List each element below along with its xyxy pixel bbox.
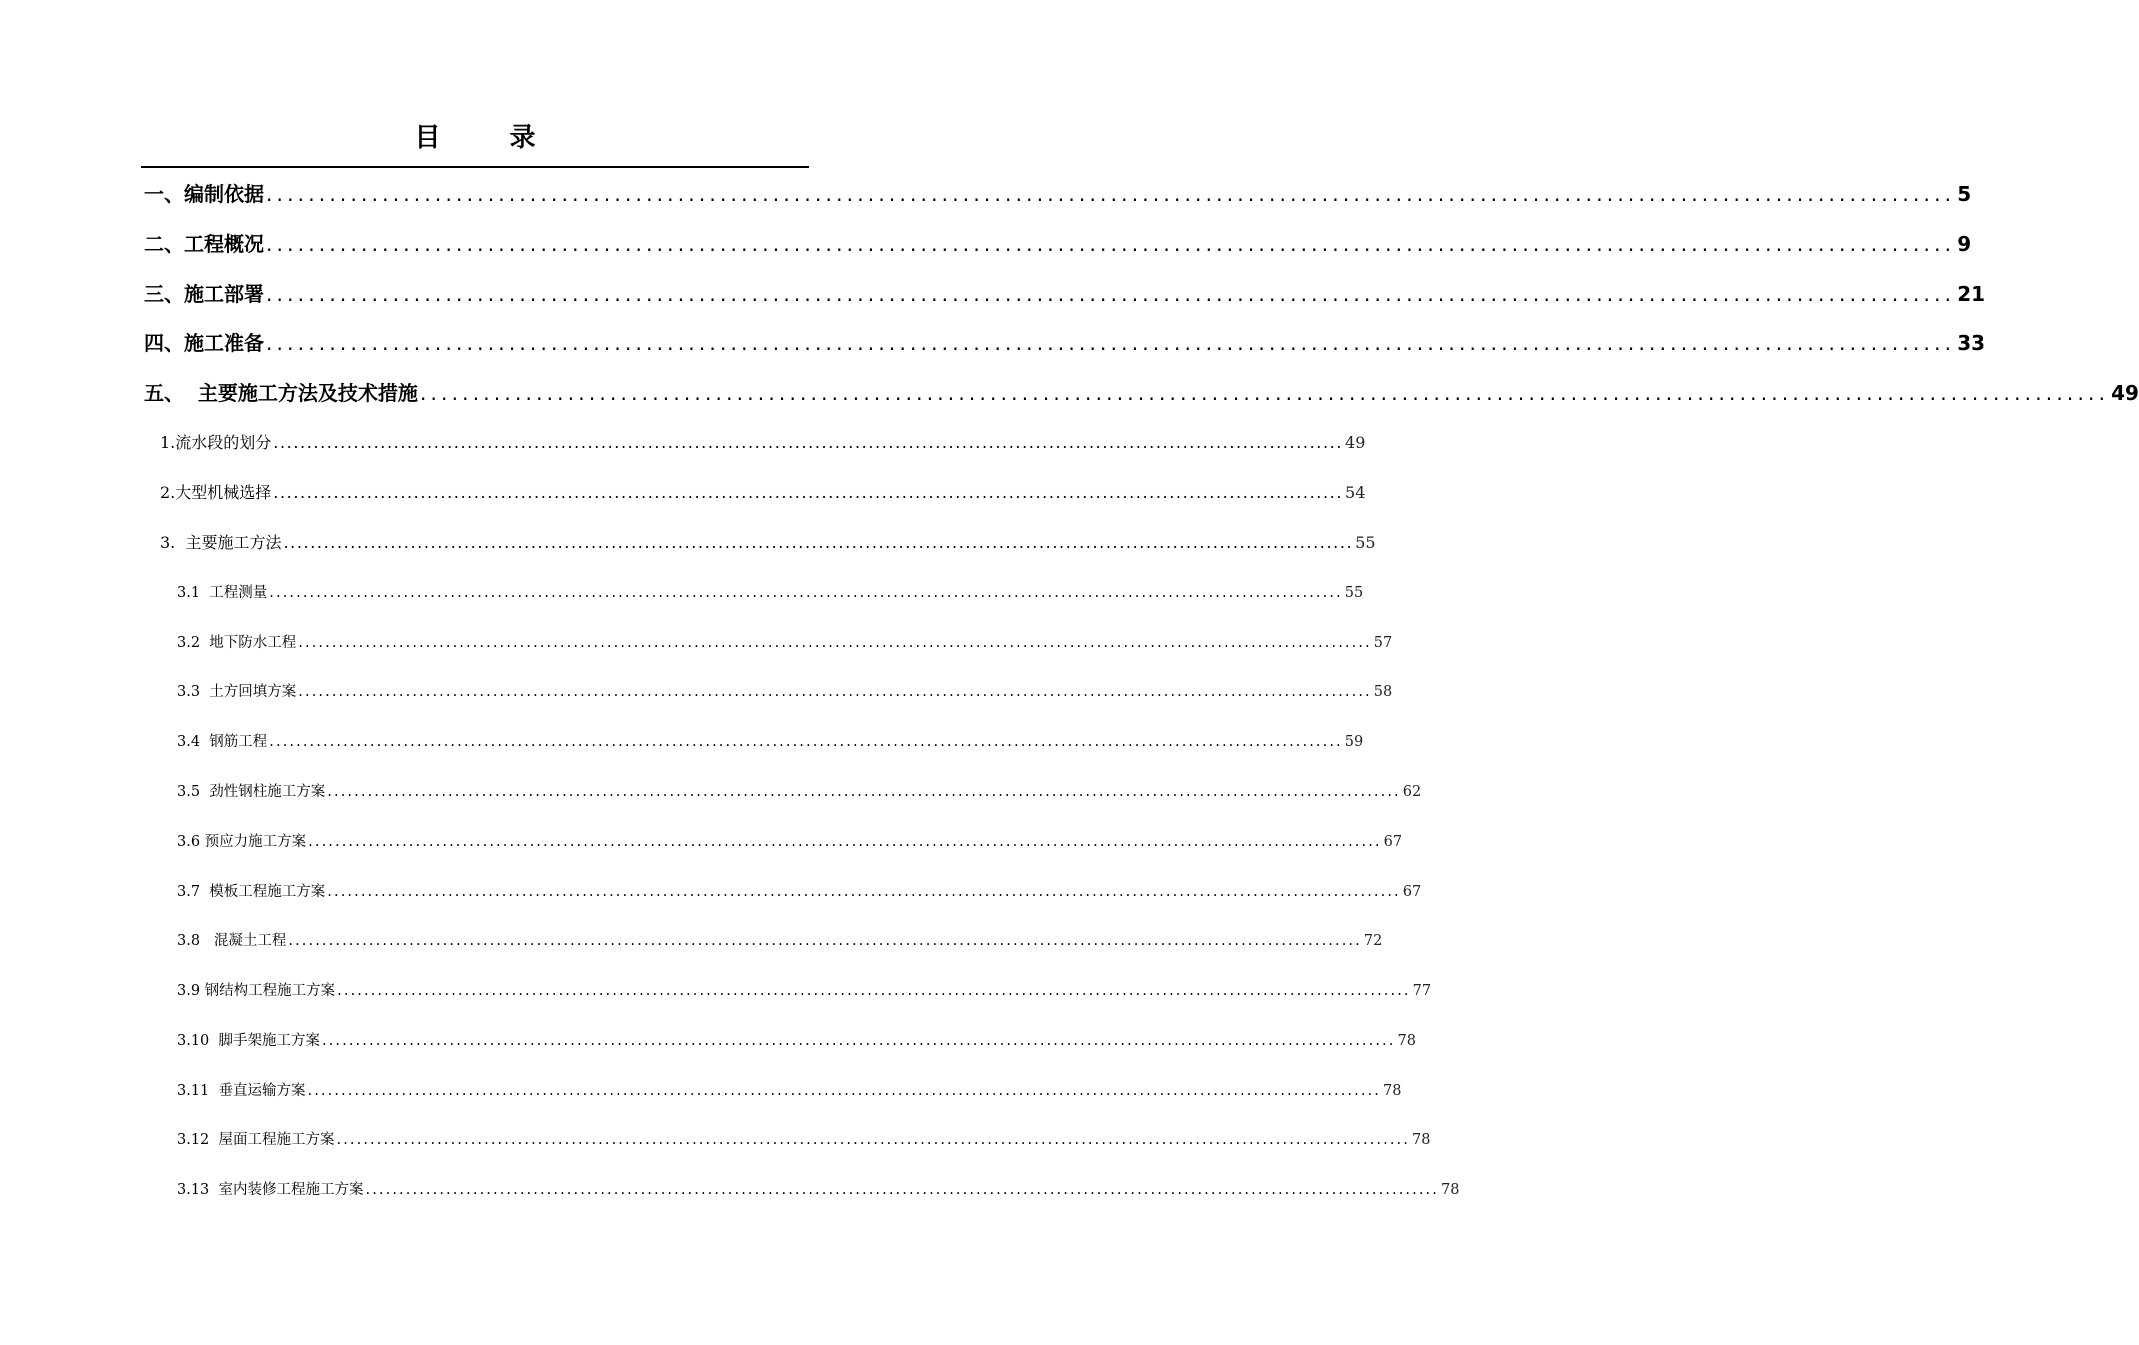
toc-entry[interactable] (160, 430, 1366, 456)
toc-dot-leader: ................................................................................................................................................................ (269, 734, 1343, 750)
toc-entry[interactable] (177, 680, 1393, 704)
toc-page-number: 67 (1402, 884, 1422, 900)
toc-entry[interactable] (177, 830, 1403, 854)
toc-dot-leader: ................................................................................................................................................................ (273, 483, 1344, 502)
toc-entry[interactable] (177, 730, 1364, 754)
toc-page-number: 33 (1957, 331, 1986, 355)
toc-entry-label: 三、施工部署 (144, 282, 264, 306)
toc-dot-leader: ................................................................................................................................................................ (288, 933, 1362, 949)
toc-entry[interactable] (144, 279, 1986, 309)
toc-dot-leader: ................................................................................................................................................................ (266, 331, 1956, 355)
toc-entry-label: 3.4 钢筋工程 (177, 734, 268, 750)
toc-entry-label: 3.7 模板工程施工方案 (177, 884, 326, 900)
toc-entry[interactable] (144, 378, 2139, 408)
toc-entry-label: 2.大型机械选择 (160, 483, 272, 502)
toc-entry-label: 一、编制依据 (144, 182, 264, 206)
toc-entry[interactable] (177, 929, 1383, 953)
toc-entry[interactable] (177, 631, 1393, 655)
toc-page-number: 49 (1345, 433, 1366, 452)
toc-page-number: 55 (1355, 533, 1376, 552)
toc-entry[interactable] (177, 1079, 1402, 1103)
toc-page-number: 72 (1363, 933, 1383, 949)
toc-page-number: 78 (1440, 1182, 1460, 1198)
toc-page-number: 49 (2111, 381, 2139, 405)
toc-page-number: 78 (1411, 1132, 1431, 1148)
toc-entry[interactable] (177, 581, 1364, 605)
toc-entry[interactable] (177, 780, 1422, 804)
toc-page-number: 78 (1382, 1083, 1402, 1099)
toc-entry[interactable] (144, 229, 1972, 259)
toc-entry[interactable] (177, 880, 1422, 904)
toc-entry-label: 3.11 垂直运输方案 (177, 1083, 306, 1099)
toc-entry-label: 3.8 混凝土工程 (177, 933, 287, 949)
toc-page-number: 5 (1957, 182, 1972, 206)
toc-entry-label: 3.10 脚手架施工方案 (177, 1033, 321, 1049)
toc-dot-leader: ................................................................................................................................................................ (308, 834, 1382, 850)
toc-entry[interactable] (177, 1128, 1431, 1152)
toc-dot-leader: ................................................................................................................................................................ (337, 983, 1411, 999)
toc-entry-label: 3.9 钢结构工程施工方案 (177, 983, 336, 999)
toc-page-number: 78 (1397, 1033, 1416, 1049)
toc-entry[interactable] (160, 530, 1376, 556)
toc-page-number: 21 (1957, 282, 1986, 306)
toc-dot-leader: ................................................................................................................................................................ (365, 1182, 1439, 1198)
toc-page-number: 54 (1345, 483, 1366, 502)
toc-dot-leader: ................................................................................................................................................................ (322, 1033, 1396, 1049)
toc-dot-leader: ................................................................................................................................................................ (273, 433, 1344, 452)
toc-dot-leader: ................................................................................................................................................................ (336, 1132, 1410, 1148)
toc-entry-label: 3. 主要施工方法 (160, 533, 282, 552)
toc-dot-leader: ................................................................................................................................................................ (266, 182, 1956, 206)
toc-page-number: 55 (1344, 585, 1364, 601)
toc-entry-label: 四、施工准备 (144, 331, 264, 355)
toc-entry[interactable] (144, 179, 1972, 209)
toc-dot-leader: ................................................................................................................................................................ (419, 381, 2110, 405)
title-divider (141, 166, 809, 168)
toc-page-number: 62 (1402, 784, 1422, 800)
toc-page-number: 57 (1373, 635, 1393, 651)
toc-dot-leader: ................................................................................................................................................................ (298, 635, 1372, 651)
toc-dot-leader: ................................................................................................................................................................ (269, 585, 1343, 601)
toc-entry-label: 3.3 土方回填方案 (177, 684, 297, 700)
toc-entry-label: 3.13 室内装修工程施工方案 (177, 1182, 364, 1198)
toc-dot-leader: ................................................................................................................................................................ (266, 282, 1956, 306)
toc-entry-label: 3.6 预应力施工方案 (177, 834, 307, 850)
toc-entry-label: 五、 主要施工方法及技术措施 (144, 381, 418, 405)
toc-page-number: 9 (1957, 232, 1972, 256)
toc-entry[interactable] (177, 1178, 1460, 1202)
toc-dot-leader: ................................................................................................................................................................ (327, 884, 1401, 900)
toc-entry-label: 3.1 工程测量 (177, 585, 268, 601)
toc-entry-label: 3.12 屋面工程施工方案 (177, 1132, 335, 1148)
toc-dot-leader: ................................................................................................................................................................ (266, 232, 1956, 256)
toc-entry-label: 3.5 劲性钢柱施工方案 (177, 784, 326, 800)
toc-entry[interactable] (144, 328, 1986, 358)
toc-dot-leader: ................................................................................................................................................................ (298, 684, 1372, 700)
toc-dot-leader: ................................................................................................................................................................ (283, 533, 1354, 552)
toc-entry[interactable] (177, 979, 1432, 1003)
toc-dot-leader: ................................................................................................................................................................ (327, 784, 1401, 800)
toc-entry-label: 二、工程概况 (144, 232, 264, 256)
toc-entry[interactable] (177, 1029, 1416, 1053)
toc-page-number: 59 (1344, 734, 1364, 750)
toc-entry-label: 3.2 地下防水工程 (177, 635, 297, 651)
toc-entry-label: 1.流水段的划分 (160, 433, 272, 452)
toc-dot-leader: ................................................................................................................................................................ (307, 1083, 1381, 1099)
toc-page-number: 77 (1412, 983, 1432, 999)
toc-page-number: 67 (1383, 834, 1403, 850)
page-title: 目 录 (414, 123, 566, 153)
toc-page-number: 58 (1373, 684, 1393, 700)
toc-entry[interactable] (160, 480, 1366, 506)
